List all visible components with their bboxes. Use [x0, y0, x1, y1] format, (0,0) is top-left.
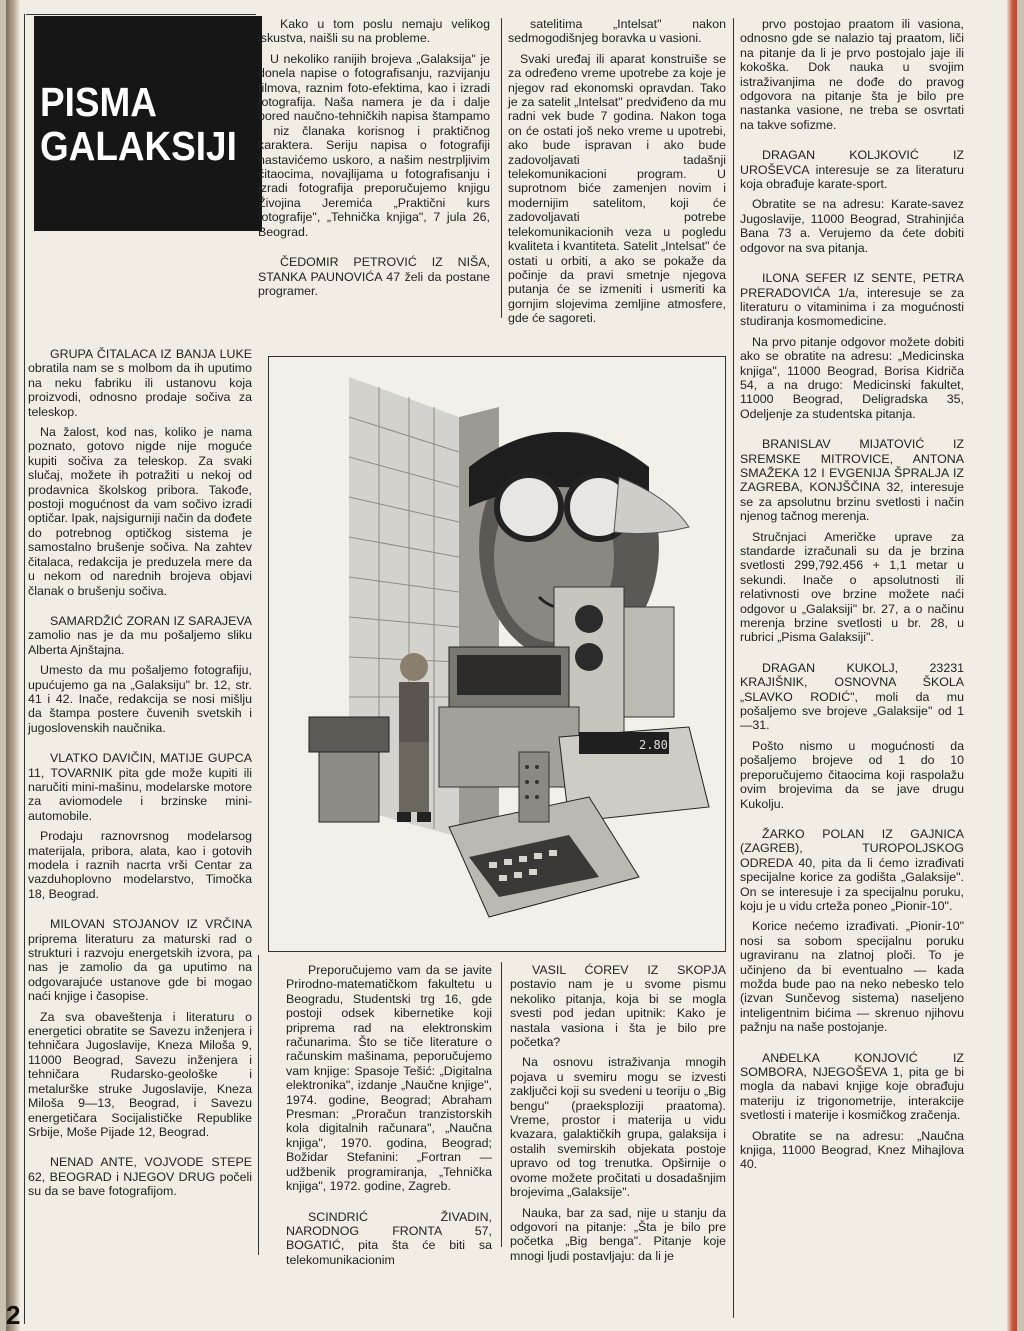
- reply-paragraph: Stručnjaci Američke uprave za standarde izračunali su da je brzina svetlosti 299,792.456 + 1,1 metar u sekundi. Inače o apsolutnosti ili relativnosti ove brzine možete naći odgovor u „Galaksiji" br. 27, a o načinu merenja brzine svetlosti u br. 28, u rubrici „Pisma Galaksiji".: [740, 529, 964, 645]
- letter-paragraph: Preporučujemo vam da se javite Prirodno-matematičkom fakultetu u Beogradu, Studentski trg 16, gde postoji odsek kibernetike koji priprema rad na elektronskim računarima. Što se tiče literature o računskim mašinama, peporučujemo vam knjige: Spasoje Tešić: „Digitalna elektronika", izdanje „Naučne knjige", 1974. godine, Beograd; Abraham Presman: „Proračun tranzistorskih kola digitalnih računara", „Naučna knjiga", 1970. godina, Beograd; Božidar Stefanini: „Fortran — udžbenik programiranja, „Tehnička knjiga", 1972. godine, Zagreb.: [286, 963, 492, 1194]
- letter-paragraph: ILONA SEFER IZ SENTE, PETRA PRERADOVIĆA 1/a, interesuje se za literaturu o vitaminima i za mogućnosti studiranja kosmomedicine.: [740, 271, 964, 329]
- section-title-line2: GALAKSIJI: [40, 123, 237, 169]
- reply-paragraph: Obratite se na adresu: Karate-savez Jugoslavije, 11000 Beograd, Strahinjića Bana 73 a. Verujemo da ćete dobiti odgovor na sva pitanja.: [740, 197, 964, 255]
- letter-paragraph: ČEDOMIR PETROVIĆ IZ NIŠA, STANKA PAUNOVIĆA 47 želi da postane programer.: [258, 255, 490, 298]
- terminal-image: [439, 647, 579, 787]
- letter-paragraph: ANĐELKA KONJOVIĆ IZ SOMBORA, NJEGOŠEVA 1, pita ge bi mogla da nabavi knjige koje obrađuju materiju iz trigonometrije, interakcije svetlosti i materije i kosmičkog zračenja.: [740, 1050, 964, 1123]
- letter-block: [28, 1155, 252, 1198]
- letter-block: [740, 271, 964, 421]
- page-gutter-shadow: [6, 0, 20, 1331]
- letter-block: [28, 614, 252, 735]
- letter-block: [258, 255, 490, 298]
- letter-block: [28, 751, 252, 901]
- column-rule: [24, 14, 25, 1324]
- letter-block: [258, 17, 490, 239]
- reply-paragraph: Za sva obaveštenja i literaturu o energetici obratite se Savezu inženjera i tehničara Jugoslavije, Kneza Miloša 9, 11000 Beograd, Savezu inženjera i tehničara Rudarsko-geološke i metalurške struke Jugoslavije, Kneza Miloša 9—13, Beograd, i Savezu energetičara Socijalističke Republike Srbije, Moše Pijade 12, Beograd.: [28, 1009, 252, 1139]
- column-2-bottom: [286, 963, 492, 1283]
- letter-paragraph: Kako u tom poslu nemaju velikog iskustva, naišli su na probleme.: [258, 17, 490, 46]
- column-3-top: [508, 17, 726, 342]
- letter-block: [28, 917, 252, 1139]
- letter-paragraph: SAMARDŽIĆ ZORAN IZ SARAJEVA zamolio nas je da mu pošaljemo sliku Alberta Ajnštajna.: [28, 613, 252, 657]
- letter-block: [740, 661, 964, 811]
- letter-paragraph: prvo postojao praatom ili vasiona, odnosno gde se nalazio taj praatom, liči na pitanje da li je prvo postojalo jaje ili kokoška. Dok nauka u svojim istraživanjima ne dođe do pravog odgovora na pitanje šta je bilo pre nastanka vasione, ne treba se osvrtati na takve sofizme.: [740, 17, 964, 132]
- letter-paragraph: ŽARKO POLAN IZ GAJNICA (ZAGREB), TUROPOLJSKOG ODREDA 40, pita da li ćemo izrađivati specijalne korice za godišta „Galaksije". On se interesuje i za specijalnu poruku, koju je u vidu crteža poneo „Pionir-10".: [740, 826, 964, 913]
- letter-block: [510, 963, 726, 1263]
- reply-paragraph: Na prvo pitanje odgovor možete dobiti ako se obratite na adresu: „Medicinska knjiga", 11000 Beograd, Borisa Kidriča 54, a na drugo: Medicinski fakultet, 11000 Beograd, Deligradska 35, Odeljenje za studentska pitanja.: [740, 334, 964, 421]
- column-1: [28, 347, 252, 1215]
- letter-paragraph: DRAGAN KOLJKOVIĆ IZ UROŠEVCA interesuje se za literaturu koja obrađuje karate-sport.: [740, 148, 964, 192]
- letter-block: [286, 1210, 492, 1268]
- section-title-box: [34, 16, 262, 231]
- letter-paragraph: DRAGAN KUKOLJ, 23231 KRAJIŠNIK, OSNOVNA ŠKOLA „SLAVKO RODIĆ", moli da mu pošaljemo sve brojeve „Galaksije" od 1—31.: [740, 660, 964, 733]
- column-rule: [26, 14, 256, 15]
- reply-paragraph: Nauka, bar za sad, nije u stanju da odgovori na pitanje: „Šta je bilo pre početka „Big benga". Pitanje koje mnogi ljudi postavljaju: da li je: [510, 1205, 726, 1263]
- letter-block: [28, 347, 252, 598]
- teletype-desk-image: [309, 717, 389, 822]
- reply-paragraph: Na osnovu istraživanja mnogih pojava u svemiru mogu se izvesti zaključci koji su svedeni u teoriju o „Big bengu" (praeksploziji praatoma). Vreme, prostor i materija u vidu kvazara, galaktičkih grupa, galaksija i ostalih svemirskih objekata postoje upravo od tog trenutka. Opširnije o ovome možete pročitati u dosadašnjim brojevima „Galaksije".: [510, 1055, 726, 1200]
- reply-paragraph: Obratite se na adresu: „Naučna knjiga, 11000 Beograd, Knez Mihajlova 40.: [740, 1128, 964, 1172]
- letter-paragraph: GRUPA ČITALACA IZ BANJA LUKE obratila nam se s molbom da ih uputimo na neku fabriku ili ustanovu koja proizvodi, odnosno prodaje sočiva za teleskop.: [28, 347, 252, 419]
- next-page-edge: [1007, 0, 1017, 1331]
- letter-paragraph: NENAD ANTE, VOJVODE STEPE 62, BEOGRAD i NJEGOV DRUG počeli su da se bave fotografijom.: [28, 1155, 252, 1199]
- letter-paragraph: MILOVAN STOJANOV IZ VRČINA pripremа literaturu za maturski rad o strukturi i razvoju energetskih izvora, pa nas je zamolio da ga uputimo na odgovarajuće ustanove gde bi mogao naći knjige i časopise.: [28, 917, 252, 1004]
- letter-block: [740, 148, 964, 255]
- column-3-bottom: [510, 963, 726, 1279]
- reply-paragraph: Prodaju raznovrsnog modelarsog materijala, pribora, alata, kao i gotovih modela i raznih nacrta vrši Centar za vazduhoplovno modelarstvo, Timočka 18, Beograd.: [28, 829, 252, 901]
- letter-paragraph: satelitima „Intelsat" nakon sedmogodišnjeg boravka u vasioni.: [508, 17, 726, 46]
- column-rule: [501, 18, 502, 318]
- reply-paragraph: Korice nećemo izrađivati. „Pionir-10" nosi sa sobom specijalnu poruku ugraviranu na zlatnoj ploči. To je učinjeno da bi eventualno — kada možda bude pao na neko nebesko telo (izvan Sunčevog sistema) naseljeno inteligentnim bićima — skrenuo njihovu pažnju na naše postojanje.: [740, 919, 964, 1035]
- letter-paragraph: VLATKO DAVIČIN, MATIJE GUPCA 11, TOVARNIK pita gde može kupiti ili naručiti mini-mašinu, modelarske motore za aviomodele i brzinske mini-automobile.: [28, 751, 252, 823]
- letter-paragraph: BRANISLAV MIJATOVIĆ IZ SREMSKE MITROVICE, ANTONA SMAŽEKA 12 I EVGENIJA ŠPRALJA IZ ZAGREBA, KONJŠČINA 32, interesuje se za apsolutnu brzinu svetlosti i način njenog tačnog merenja.: [740, 437, 964, 524]
- reply-paragraph: U nekoliko ranijih brojeva „Galaksija" je donela napise o fotografisanju, razvijanju filmova, raznim foto-efektima, kao i izradi fotografija. Naša namera je da i dalje pored naučno-tehničkih napisa štampamo i niz članaka korisnog i praktičnog karaktera. Seriju napisa o fotografiji nastavićemo uskoro, a našim nestrpljivim čitaocima, novajlijama u fotografisanju i izradi fotografija preporučujemo knjigu Živojina Jeremića „Praktični kurs fotografije", „Tehnička knjiga", 7 jula 26, Beograd.: [258, 51, 490, 239]
- calculator-display-text: 2.80: [639, 738, 668, 752]
- letter-block: [508, 17, 726, 326]
- letter-block: [740, 437, 964, 645]
- reply-paragraph: Na žalost, kod nas, koliko je nama poznato, gotovo nigde nije moguće kupiti sočiva za teleskop. Za svaki slučaj, možete ih potražiti u nekoj od prodavnica školskog pribora. Takođe, postoji mogućnost da vam sočivo izradi optičar. Ipak, najsigurniji način da dođete do potrebnog optičkog sistema je samostalno brušenje sočiva. Na zahtev čitalaca, redakcija je preduzela mere da u nekom od narednih brojeva objavi članak o brušenju sočiva.: [28, 425, 252, 598]
- circuit-board-image: [519, 752, 549, 822]
- reply-paragraph: Svaki uređaj ili aparat konstruiše se za određeno vreme upotrebe za koje je njegov rad ekonomski opravdan. Tako je za satelit „Intelsat" predviđeno da mu radni vek bude 7 godina. Nakon toga on će ostati još neko vreme u upotrebi, ako bude ispravan i ako bude zadovoljavati tadašnji telekomunikacioni program. U suprotnom biće zamenjen novim i modernijim satelitom, koji će zadovoljavati potrebe telekomunikacionih veza u pogledu kvaliteta i kvantiteta. Satelit „Intelsat" će ostati u orbiti, a ako se pokaže da počinje da pravi smetnje njegova putanja će se izmeniti i usmeriti ka gornjim slojevima zemljine atmosfere, gde će sagoreti.: [508, 51, 726, 326]
- photo-computers-illustration: [268, 356, 726, 952]
- letter-block: [740, 1051, 964, 1172]
- column-rule: [733, 18, 734, 1318]
- magazine-page: [6, 0, 1017, 1331]
- photo-collage-svg: [269, 357, 725, 951]
- column-4: [740, 17, 964, 1188]
- reply-paragraph: Umesto da mu pošaljemo fotografiju, upućujemo ga na „Galaksiju" br. 12, str. 41 i 42. Inače, redakcija se nosi mišlju da štampa postere čuvenih svetskih i jugoslovenskih naučnika.: [28, 663, 252, 735]
- letter-block: [286, 963, 492, 1194]
- letter-block: [740, 17, 964, 132]
- column-rule: [501, 962, 502, 1247]
- page-number: 2: [6, 1300, 21, 1330]
- section-title-line1: PISMA: [40, 79, 157, 125]
- column-2-top: [258, 17, 490, 314]
- letter-paragraph: SCINDRIĆ ŽIVADIN, NARODNOG FRONTA 57, BOGATIĆ, pita šta će biti sa telekomunikacionim: [286, 1209, 492, 1267]
- reply-paragraph: Pošto nismo u mogućnosti da pošaljemo brojeve od 1 do 10 preporučujemo čitaocima koji raspolažu ovim brojevima da se jave drugu Kukolju.: [740, 738, 964, 811]
- letter-paragraph: VASIL ĆOREV IZ SKOPJA postavio nam je u svome pismu nekoliko pitanja, koja bi se mogla svesti pod jedan upitnik: Kako je nastala vasiona i šta je bilo pre početka?: [510, 963, 726, 1050]
- column-rule: [258, 955, 259, 1255]
- letter-block: [740, 827, 964, 1035]
